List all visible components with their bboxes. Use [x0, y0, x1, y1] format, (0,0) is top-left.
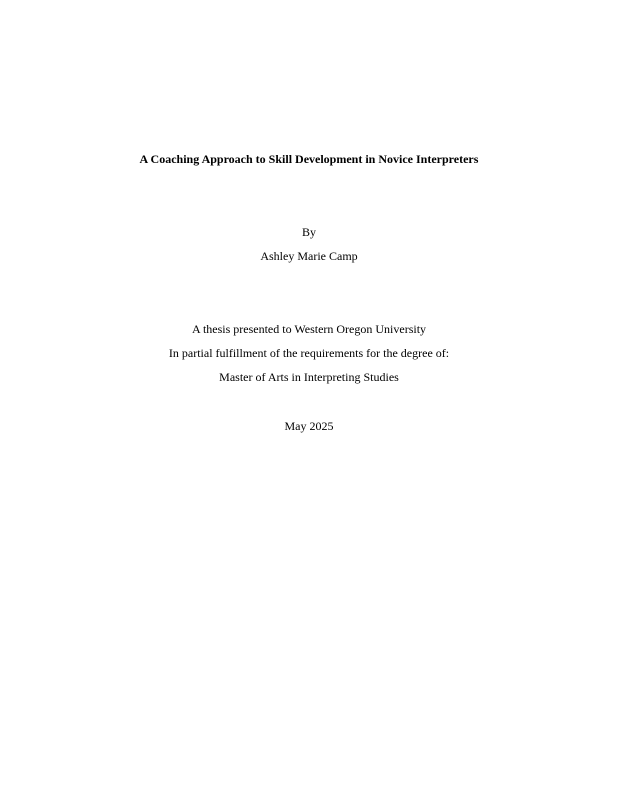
submission-date: May 2025 — [284, 419, 334, 433]
presentation-statement: A thesis presented to Western Oregon University — [191, 322, 427, 336]
thesis-title: A Coaching Approach to Skill Development in Novice Interpreters — [139, 152, 479, 166]
fulfillment-statement: In partial fulfillment of the requirements for the degree of: — [168, 346, 450, 360]
author-name: Ashley Marie Camp — [260, 249, 358, 263]
by-label: By — [301, 225, 316, 239]
degree-name: Master of Arts in Interpreting Studies — [219, 370, 399, 384]
